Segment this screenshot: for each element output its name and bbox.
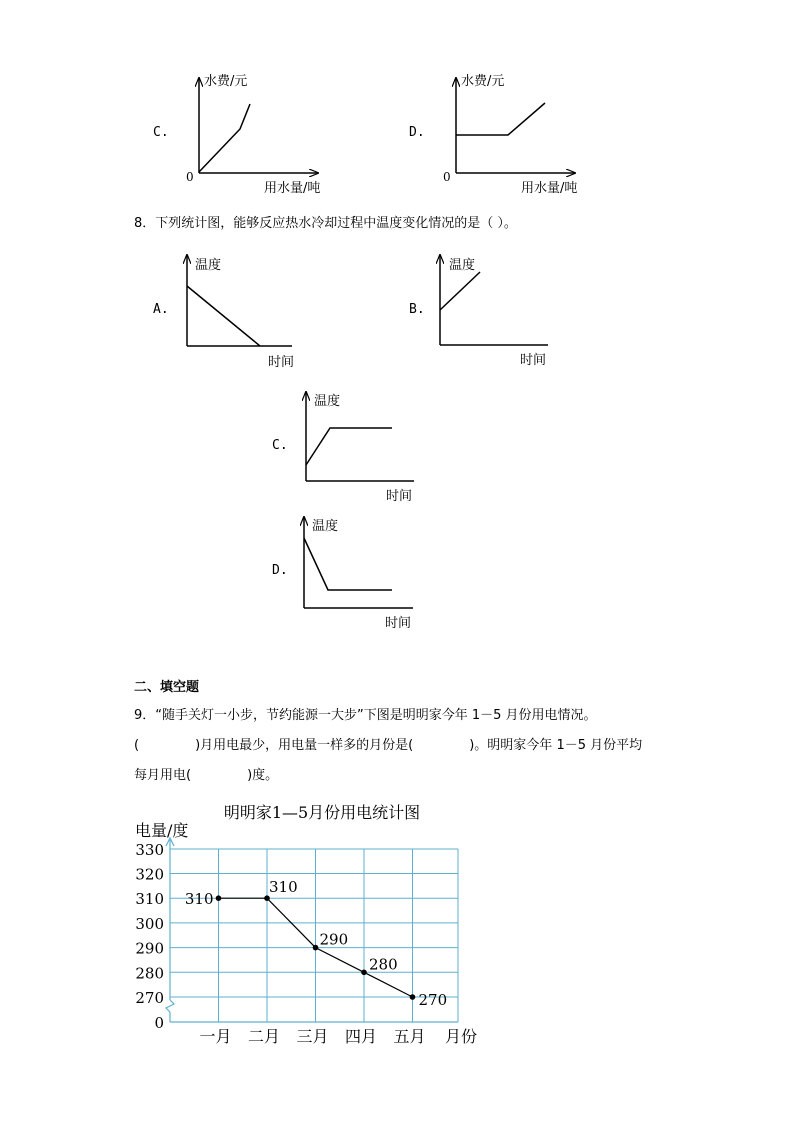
y-tick-label: 290 [135,939,164,958]
y-tick-label: 320 [135,865,164,884]
q9-line-2 [134,734,642,753]
data-point [410,994,416,1000]
q8-d-x-axis-label: 时间 [385,616,412,631]
q9-line-3 [134,764,278,783]
q8-a-y-axis-label: 温度 [195,258,222,273]
graph-line [306,428,392,465]
y-tick-label: 300 [135,914,164,933]
q9-stem: 9．“随手关灯一小步，节约能源一大步”下图是明明家今年 1－5 月份用电情况。 [134,708,597,723]
q8-option-a-label: A. [153,302,169,317]
q8-option-d-label: D. [272,563,288,578]
data-label: 310 [184,890,214,909]
graph-line [304,538,392,590]
y-tick-label: 310 [135,890,164,909]
y-tick-label: 280 [135,964,164,983]
q8-c-y-axis-label: 温度 [314,394,341,409]
section-title: 二、填空题 [134,680,200,695]
x-tick-label: 五月 [393,1027,426,1046]
data-label: 290 [319,930,349,949]
q8-stem: 8．下列统计图，能够反应热水冷却过程中温度变化情况的是（ ）。 [134,216,517,231]
q7-d-x-axis-label: 用水量/吨 [521,181,578,196]
q8-option-b-label: B. [409,302,425,317]
q7-d-y-axis-label: 水费/元 [461,74,505,89]
x-tick-label: 一月 [199,1027,232,1046]
q7-graph-c [199,78,318,173]
graph-line [456,103,545,135]
y-tick-label: 0 [154,1014,164,1032]
q7-graph-d [456,78,575,173]
q7-d-origin: 0 [443,170,451,184]
q8-d-y-axis-label: 温度 [312,519,339,534]
q9-line-2-middle: )月用电最少，用电量一样多的月份是( [195,738,414,753]
data-point [313,945,319,951]
y-tick-label: 270 [135,989,164,1007]
data-point [361,970,367,976]
electricity-line-chart [135,803,477,1046]
q8-option-c-label: C. [272,438,288,453]
y-axis-label: 电量/度 [135,821,189,840]
q9-line-3-end: )度。 [247,768,279,783]
axis-break [166,1000,174,1012]
data-label: 270 [418,991,448,1009]
data-label: 310 [269,878,298,897]
graph-line [199,104,250,172]
data-point [216,895,222,901]
q7-c-origin: 0 [186,170,194,184]
x-tick-label: 四月 [344,1027,378,1046]
q7-c-y-axis-label: 水费/元 [204,74,248,89]
q9-line-3-start: 每月用电( [134,768,192,783]
chart-title: 明明家1—5月份用电统计图 [223,803,421,822]
x-tick-label: 二月 [247,1027,281,1046]
q7-option-d-label: D. [409,125,425,140]
data-label: 280 [369,955,398,974]
data-point [264,895,270,901]
q8-b-y-axis-label: 温度 [449,258,476,273]
q8-a-x-axis-label: 时间 [268,355,295,370]
q7-option-c-label: C. [153,125,169,140]
graph-line [187,286,260,346]
q9-line-2-end: )。明明家今年 1－5 月份平均 [469,738,643,753]
q9-paren-open: ( [134,738,140,753]
q7-c-x-axis-label: 用水量/吨 [264,181,321,196]
x-tick-label: 三月 [296,1027,329,1046]
graph-line [440,272,480,310]
q8-c-x-axis-label: 时间 [386,489,413,504]
y-tick-label: 330 [135,840,164,859]
q8-b-x-axis-label: 时间 [520,353,547,368]
x-axis-label: 月份 [445,1027,478,1046]
